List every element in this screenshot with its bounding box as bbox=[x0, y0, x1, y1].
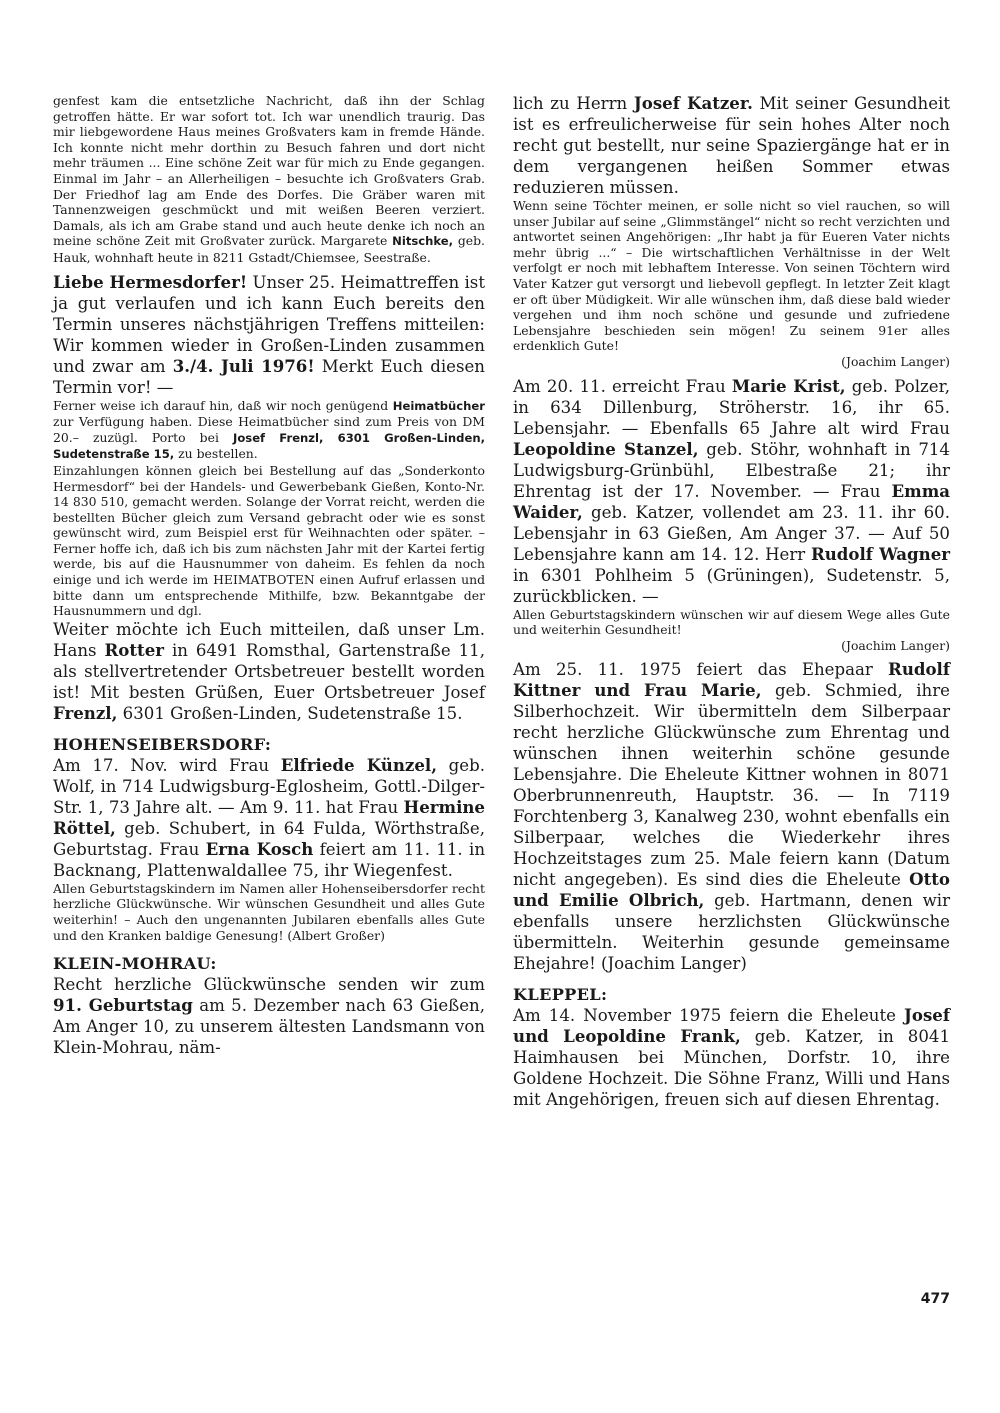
person-name: Josef Katzer. bbox=[633, 93, 753, 113]
birthday-paragraph bbox=[513, 93, 950, 198]
section-heading: KLEPPEL: bbox=[513, 985, 608, 1005]
anniversary-paragraph bbox=[513, 659, 950, 974]
wishes-paragraph: Allen Geburtstagskindern wünschen wir auf diesem Wege alles Gute und weiterhin Gesundheit! bbox=[513, 606, 950, 638]
deputy-paragraph bbox=[53, 619, 485, 724]
body-text: genfest kam die entsetzliche Nachricht, daß ihn der Schlag getroffen hätte. Er war sofort tot. Ich war unendlich traurig. Das mir liebgewordene Haus meines Großvaters kam in fremde Hände. Ich konnte nicht mehr dorthin zu Besuch fahren und dort nicht mehr träumen ... Eine schöne Zeit war für mich zu Ende gegangen. Einmal im Jahr – an Allerheiligen – besuchte ich Großvaters Grab. Der Friedhof lag am Ende des Dorfes. Die Gräber waren mit Tannenzweigen geschmückt und mit weißen Beeren verziert. Damals, als ich am Grabe stand und auch heute denke ich noch an meine schöne Zeit mit Großvater zurück. Margarete bbox=[53, 93, 485, 249]
body-text: in 6491 Romsthal, Gartenstraße 11, als stellvertretender Ortsbetreuer bestellt worden ist! Mit besten Grüßen, Euer Ortsbetreuer Josef bbox=[53, 640, 486, 702]
person-name: Marie Krist, bbox=[731, 375, 846, 396]
payment-paragraph: Einzahlungen können gleich bei Bestellung auf das „Sonderkonto Hermesdorf“ bei der Handels- und Gewerbebank Gießen, Konto-Nr. 14 830 510, gemacht werden. Solange der Vorrat reicht, werden die bestellten Bücher gleich zum Versand gebracht oder wie es sonst gewünscht wird, zum Beispiel erst für Weihnachten oder später. – Ferner hoffe ich, daß ich bis zum nächsten Jahr mit der Kartei fertig werde, bis auf die Hausnummer von daheim. Es fehlen da noch einige und ich werde im HEIMATBOTEN einen Aufruf erlassen und bitte dann um entsprechende Mithilfe, bzw. Bekanntgabe der Hausnummern und dgl. bbox=[53, 462, 485, 619]
person-name: Rotter bbox=[104, 639, 165, 660]
body-text: Am 14. November 1975 feiern die Eheleute bbox=[513, 1006, 896, 1026]
meeting-date: 3./4. Juli 1976! bbox=[172, 355, 315, 376]
signature: (Joachim Langer) bbox=[841, 353, 950, 369]
body-text: Weiter möchte ich Euch mitteilen, daß unser Lm. Hans bbox=[53, 619, 485, 660]
body-text: in 6301 Pohlheim 5 (Grüningen), Sudetenstr. 5, zurückblicken. — bbox=[513, 565, 950, 606]
body-text: Unser 25. Heimattreffen ist ja gut verlaufen und ich kann Euch bereits den Termin unseres nächstjährigen Treffens mitteilen: Wir kommen wieder in Großen-Linden zusammen und zwar am bbox=[53, 272, 485, 376]
body-text: geb. Schubert, in 64 Fulda, Wörthstraße, Geburtstag. Frau bbox=[53, 818, 485, 859]
body-text: Am 25. 11. 1975 feiert das Ehepaar bbox=[513, 660, 873, 680]
birthday-paragraph bbox=[53, 755, 485, 881]
section-heading: KLEIN-MOHRAU: bbox=[53, 954, 217, 974]
person-name: Leopoldine Stanzel, bbox=[513, 438, 699, 459]
body-text: zu bestellen. bbox=[178, 446, 258, 462]
body-text: geb. Stöhr, wohnhaft in 714 Ludwigsburg-Grünbühl, Elbestraße 21; ihr Ehrentag ist der 17. November. — Frau bbox=[513, 439, 950, 501]
body-text: geb. Katzer, in 8041 Haimhausen bei München, Dorfstr. 10, ihre Goldene Hochzeit. Die Söhne Franz, Willi und Hans mit Angehörigen, freuen sich auf diesen Ehrentag. bbox=[513, 1027, 951, 1110]
body-text: feiert am 11. 11. in Backnang, Plattenwaldallee 75, ihr Wiegenfest. bbox=[53, 839, 486, 880]
greeting: Liebe Hermesdorfer! bbox=[53, 271, 248, 292]
body-text: am 5. Dezember nach 63 Gießen, Am Anger 10, zu unserem ältesten Landsmann von Klein-Mohrau, näm- bbox=[53, 996, 486, 1058]
birthday-label: 91. Geburtstag bbox=[53, 995, 193, 1016]
person-name: Rudolf Wagner bbox=[810, 543, 950, 564]
body-text: zur Verfügung haben. Diese Heimatbücher sind zum Preis von DM 20.– zuzügl. Porto bei bbox=[53, 414, 485, 445]
body-text: geb. Wolf, in 714 Ludwigsburg-Eglosheim, Gottl.-Dilger-Str. 1, 73 Jahre alt. — Am 9. 11. hat Frau bbox=[53, 755, 485, 817]
body-text: Am 20. 11. erreicht Frau bbox=[513, 376, 726, 396]
body-text: Merkt Euch diesen Termin vor! — bbox=[53, 356, 485, 397]
body-text: geb. Schmied, ihre Silberhochzeit. Wir übermitteln dem Silberpaar recht herzliche Glückwünsche zum Ehrentag und wünschen ihnen weiterhin schöne gesunde Lebensjahre. Die Eheleute Kittner wohnen in 8071 Oberbrunnenreuth, Hauptstr. 36. — In 7119 Forchtenberg 3, Kanalweg 230, wohnt ebenfalls ein Silberpaar, welches die Wiederkehr ihres Hochzeitstages zum 25. Male feiern kann (Datum nicht angegeben). Es sind dies die Eheleute bbox=[513, 681, 950, 890]
page-number: 477 bbox=[920, 1291, 950, 1307]
person-name: Emma Waider, bbox=[513, 480, 951, 522]
person-name: Nitschke, bbox=[392, 234, 454, 249]
right-column bbox=[513, 93, 950, 1110]
body-text: Am 17. Nov. wird Frau bbox=[53, 755, 270, 775]
body-text: Ferner weise ich darauf hin, daß wir noch genügend bbox=[53, 397, 389, 413]
anniversary-paragraph bbox=[513, 1005, 950, 1110]
person-name: Frenzl, bbox=[53, 702, 118, 723]
person-name: Josef und Leopoldine Frank, bbox=[513, 1005, 950, 1047]
announcement-paragraph bbox=[53, 272, 485, 398]
wishes-paragraph: Allen Geburtstagskindern im Namen aller Hohenseibersdorfer recht herzliche Glückwünsche. Wir wünschen Gesundheit und alles Gute weiterhin! – Auch den ungenannten Jubilaren ebenfalls alles Gute und den Kranken baldige Genesung! (Albert Großer) bbox=[53, 880, 485, 943]
jubilar-paragraph: Wenn seine Töchter meinen, er solle nicht so viel rauchen, so will unser Jubilar auf seine „Glimmstängel“ nicht so recht verzichten und antwortet seinen Angehörigen: „Ihr habt ja für Eueren Vater nichts mehr übrig ...“ – Die wirtschaftlichen Verhältnisse in der Welt verfolgt er noch mit lebhaftem Interesse. Von seinen Töchtern wird Vater Katzer gut versorgt und liebevoll gepflegt. In letzter Zeit klagt er oft über Müdigkeit. Wir alle wünschen ihm, daß diese bald wieder vergehen und ihm noch schöne und gesunde und zufriedene Lebensjahre beschieden sein mögen! Zu seinem 91er alles erdenklich Gute! bbox=[513, 198, 950, 354]
order-address: Josef Frenzl, 6301 Großen-Linden, Sudetenstraße 15, bbox=[53, 430, 485, 462]
body-text: geb. Hauk, wohnhaft heute in 8211 Gstadt/Chiemsee, Seestraße. bbox=[53, 233, 485, 265]
person-name: Hermine Röttel, bbox=[53, 796, 485, 838]
letter-paragraph bbox=[53, 93, 485, 266]
person-name: Erna Kosch bbox=[205, 838, 314, 859]
body-text: geb. Hartmann, denen wir ebenfalls unsere herzlichsten Glückwünsche übermitteln. Weiterhin gesunde gemeinsame Ehejahre! (Joachim Langer) bbox=[513, 891, 951, 974]
person-name: Rudolf Kittner und Frau Marie, bbox=[513, 659, 950, 701]
section-heading: HOHENSEIBERSDORF: bbox=[53, 734, 272, 754]
body-text: lich zu Herrn bbox=[513, 94, 628, 113]
person-name: Otto und Emilie Olbrich, bbox=[513, 869, 950, 911]
signature: (Joachim Langer) bbox=[841, 637, 950, 653]
birthday-paragraph bbox=[513, 376, 950, 607]
birthday-paragraph bbox=[53, 974, 485, 1058]
left-column bbox=[53, 93, 485, 1058]
body-text: Recht herzliche Glückwünsche senden wir zum bbox=[53, 975, 485, 995]
books-paragraph bbox=[53, 398, 485, 463]
body-text: geb. Polzer, in 634 Dillenburg, Ströherstr. 16, ihr 65. Lebensjahr. — Ebenfalls 65 Jahre alt wird Frau bbox=[513, 376, 950, 438]
book-title: Heimatbücher bbox=[392, 398, 485, 413]
body-text: 6301 Großen-Linden, Sudetenstraße 15. bbox=[122, 703, 463, 723]
person-name: Elfriede Künzel, bbox=[280, 754, 437, 775]
body-text: Mit seiner Gesundheit ist es erfreulicherweise für sein hohes Alter noch recht gut bestellt, nur seine Spaziergänge hat er in dem vergangenen heißen Sommer etwas reduzieren müssen. bbox=[513, 94, 951, 197]
body-text: geb. Katzer, vollendet am 23. 11. ihr 60. Lebensjahr in 63 Gießen, Am Anger 37. — Auf 50 Lebensjahre kann am 14. 12. Herr bbox=[513, 502, 950, 564]
